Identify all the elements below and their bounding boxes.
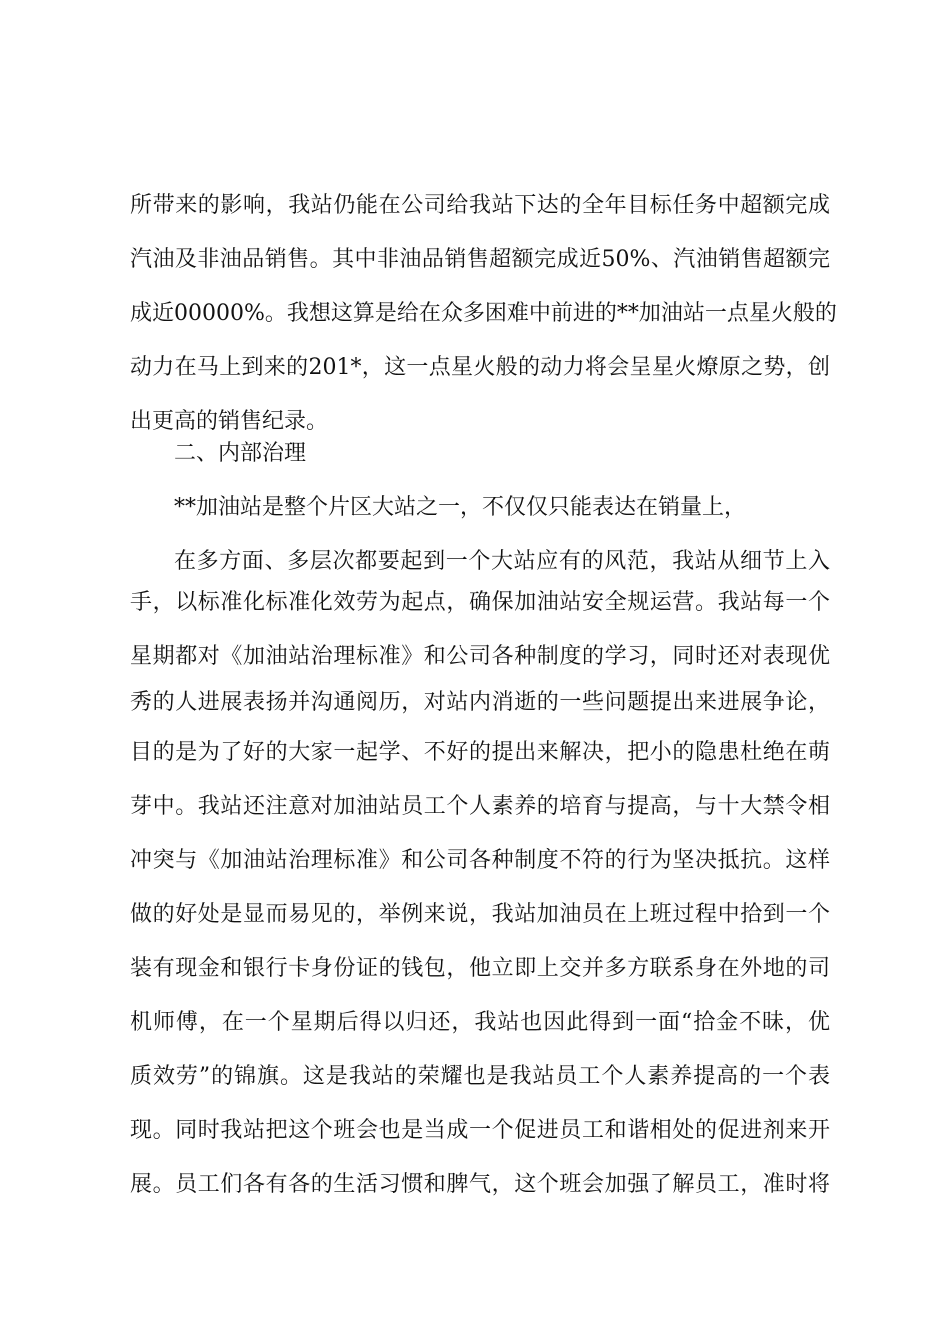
paragraph-3-line-9: 装有现金和银行卡身份证的钱包，他立即上交并多方联系身在外地的司 (130, 956, 830, 981)
paragraph-3-line-12: 现。同时我站把这个班会也是当成一个促进员工和谐相处的促进剂来开 (130, 1118, 830, 1143)
paragraph-3-line-5: 目的是为了好的大家一起学、不好的提出来解决，把小的隐患杜绝在萌 (130, 740, 830, 765)
paragraph-3-line-7: 冲突与《加油站治理标准》和公司各种制度不符的行为坚决抵抗。这样 (130, 848, 830, 873)
paragraph-1-line-5: 出更高的销售纪录。 (130, 409, 329, 434)
paragraph-3-line-4: 秀的人进展表扬并沟通阅历，对站内消逝的一些问题提出来进展争论， (130, 690, 830, 715)
paragraph-3-line-3: 星期都对《加油站治理标准》和公司各种制度的学习，同时还对表现优 (130, 644, 830, 669)
paragraph-3-line-8: 做的好处是显而易见的，举例来说，我站加油员在上班过程中拾到一个 (130, 902, 830, 927)
paragraph-3-line-6: 芽中。我站还注意对加油站员工个人素养的培育与提高，与十大禁令相 (130, 794, 830, 819)
paragraph-3-line-10: 机师傅，在一个星期后得以归还，我站也因此得到一面“拾金不昧，优 (130, 1010, 830, 1035)
paragraph-3-line-13: 展。员工们各有各的生活习惯和脾气，这个班会加强了解员工，准时将 (130, 1172, 830, 1197)
paragraph-1-line-1: 所带来的影响，我站仍能在公司给我站下达的全年目标任务中超额完成 (130, 193, 830, 218)
paragraph-1-line-2: 汽油及非油品销售。其中非油品销售超额完成近50%、汽油销售超额完 (130, 247, 830, 272)
paragraph-2-line-1: **加油站是整个片区大站之一，不仅仅只能表达在销量上， (174, 495, 747, 520)
paragraph-3-line-2: 手，以标准化标准化效劳为起点，确保加油站安全规运营。我站每一个 (130, 590, 830, 615)
paragraph-3-line-1: 在多方面、多层次都要起到一个大站应有的风范，我站从细节上入 (174, 549, 830, 574)
section-heading: 二、内部治理 (174, 441, 307, 466)
paragraph-3-line-11: 质效劳”的锦旗。这是我站的荣耀也是我站员工个人素养提高的一个表 (130, 1064, 830, 1089)
paragraph-1-line-3: 成近00000%。我想这算是给在众多困难中前进的**加油站一点星火般的 (130, 301, 837, 326)
paragraph-1-line-4: 动力在马上到来的201*，这一点星火般的动力将会呈星火燎原之势，创 (130, 355, 830, 380)
